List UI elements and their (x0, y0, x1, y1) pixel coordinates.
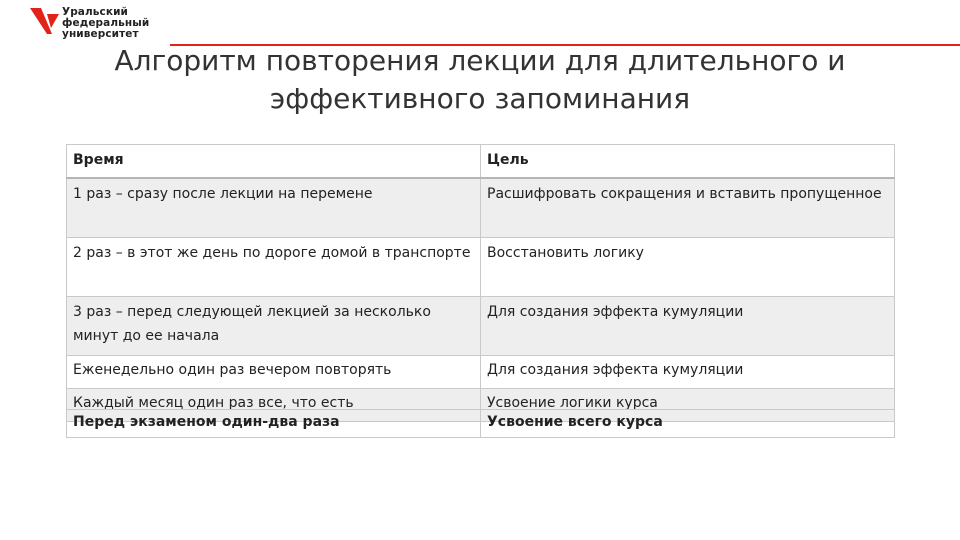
cell-time: Каждый месяц один раз все, что есть (67, 389, 481, 422)
cell-time: 3 раз – перед следующей лекцией за несколько минут до ее начала (67, 297, 481, 356)
slide-title (0, 42, 960, 118)
cell-goal: Расшифровать сокращения и вставить пропущенное (481, 178, 895, 238)
cell-goal: Для создания эффекта кумуляции (481, 356, 895, 389)
logo-line-1: Уральский (62, 6, 128, 18)
cell-goal: Для создания эффекта кумуляции (481, 297, 895, 356)
column-header-time: Время (67, 145, 481, 179)
exam-repetition-table (66, 409, 895, 438)
logo-line-2: федеральный (62, 17, 150, 29)
slide-title-line-1: Алгоритм повторения лекции для длительного и (114, 44, 846, 77)
university-logo (30, 6, 170, 42)
logo-text (62, 7, 149, 40)
cell-time: Перед экзаменом один-два раза (67, 410, 481, 438)
slide-title-line-2: эффективного запоминания (269, 82, 691, 115)
logo-line-3: университет (62, 28, 139, 40)
cell-time: 1 раз – сразу после лекции на перемене (67, 178, 481, 238)
repetition-schedule-table (66, 144, 895, 422)
table-row (67, 297, 895, 356)
table-row (67, 410, 895, 438)
cell-goal: Усвоение всего курса (481, 410, 895, 438)
table-row (67, 178, 895, 238)
ural-university-logo-icon (30, 6, 60, 36)
cell-time: Еженедельно один раз вечером повторять (67, 356, 481, 389)
table-header-row (67, 145, 895, 179)
column-header-goal: Цель (481, 145, 895, 179)
table-row (67, 356, 895, 389)
table-row (67, 238, 895, 297)
cell-goal: Усвоение логики курса (481, 389, 895, 422)
cell-goal: Восстановить логику (481, 238, 895, 297)
cell-time: 2 раз – в этот же день по дороге домой в транспорте (67, 238, 481, 297)
